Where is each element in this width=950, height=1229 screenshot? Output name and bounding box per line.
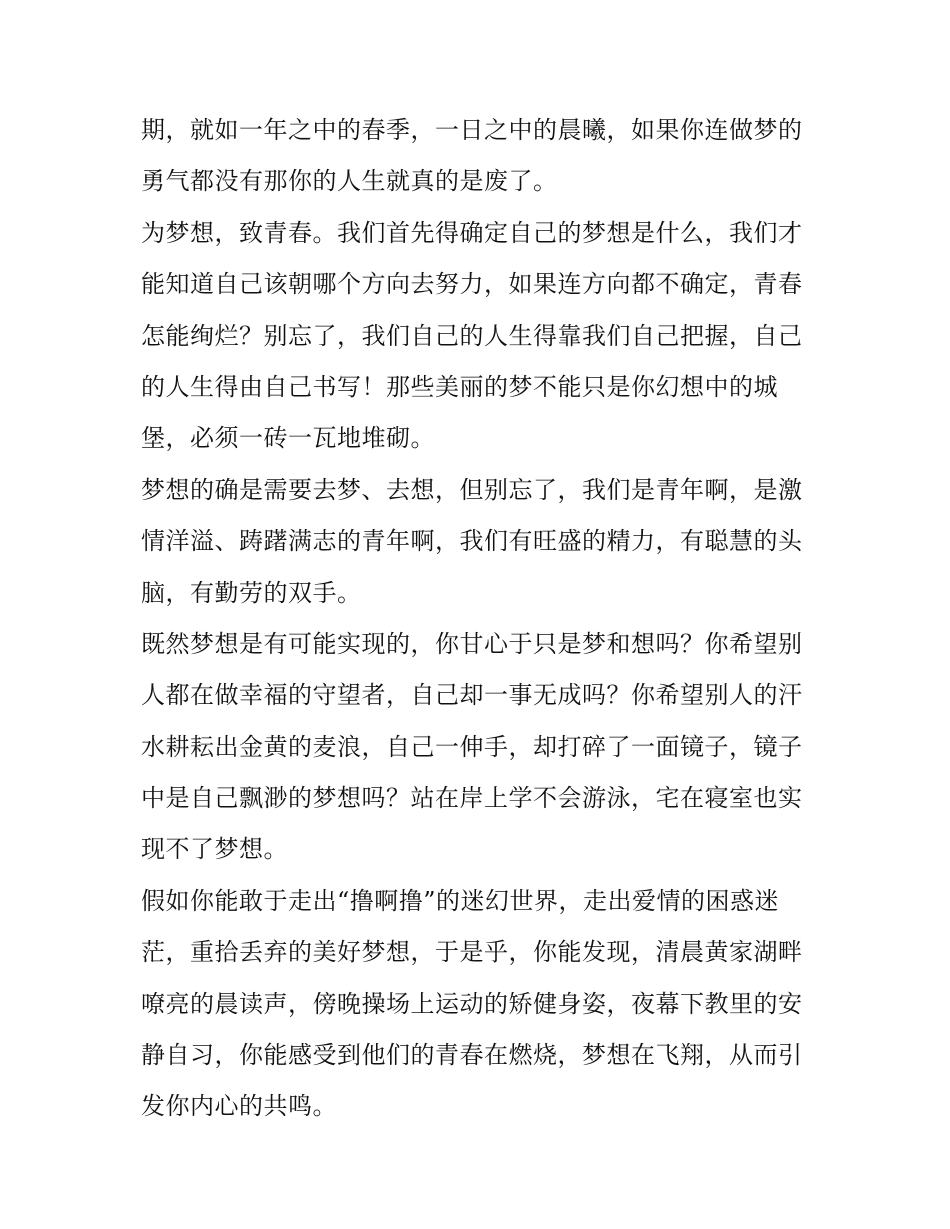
- text-line: 水耕耘出金黄的麦浪，自己一伸手，却打碎了一面镜子，镜子: [141, 732, 803, 761]
- text-line: 既然梦想是有可能实现的，你甘心于只是梦和想吗？你希望别: [141, 629, 803, 658]
- text-line: 人都在做幸福的守望者，自己却一事无成吗？你希望别人的汗: [141, 681, 803, 710]
- text-line: 能知道自己该朝哪个方向去努力，如果连方向都不确定，青春: [141, 270, 803, 299]
- text-line: 中是自己飘渺的梦想吗？站在岸上学不会游泳，宅在寝室也实: [141, 784, 803, 813]
- text-line: 发你内心的共鸣。: [141, 1092, 337, 1121]
- body-text: [141, 105, 821, 1133]
- text-line: 期，就如一年之中的春季，一日之中的晨曦，如果你连做梦的: [141, 116, 803, 144]
- text-line: 情洋溢、踌躇满志的青年啊，我们有旺盛的精力，有聪慧的头: [141, 527, 803, 556]
- text-line: 梦想的确是需要去梦、去想，但别忘了，我们是青年啊，是激: [141, 475, 803, 504]
- text-line: 为梦想，致青春。我们首先得确定自己的梦想是什么，我们才: [141, 218, 803, 247]
- text-line: 现不了梦想。: [141, 835, 288, 864]
- text-line: 怎能绚烂？别忘了，我们自己的人生得靠我们自己把握，自己: [141, 321, 803, 350]
- text-line: 堡，必须一砖一瓦地堆砌。: [141, 424, 435, 453]
- text-line: 茫，重拾丢弃的美好梦想，于是乎，你能发现，清晨黄家湖畔: [141, 938, 803, 967]
- text-line: 脑，有勤劳的双手。: [141, 578, 362, 607]
- text-line: 的人生得由自己书写！那些美丽的梦不能只是你幻想中的城: [141, 372, 778, 401]
- text-line: 静自习，你能感受到他们的青春在燃烧，梦想在飞翔，从而引: [141, 1041, 803, 1070]
- text-line: 嘹亮的晨读声，傍晚操场上运动的矫健身姿，夜幕下教里的安: [141, 989, 803, 1018]
- text-line: 勇气都没有那你的人生就真的是废了。: [141, 167, 558, 196]
- text-line: 假如你能敢于走出“撸啊撸”的迷幻世界，走出爱情的困惑迷: [141, 886, 780, 915]
